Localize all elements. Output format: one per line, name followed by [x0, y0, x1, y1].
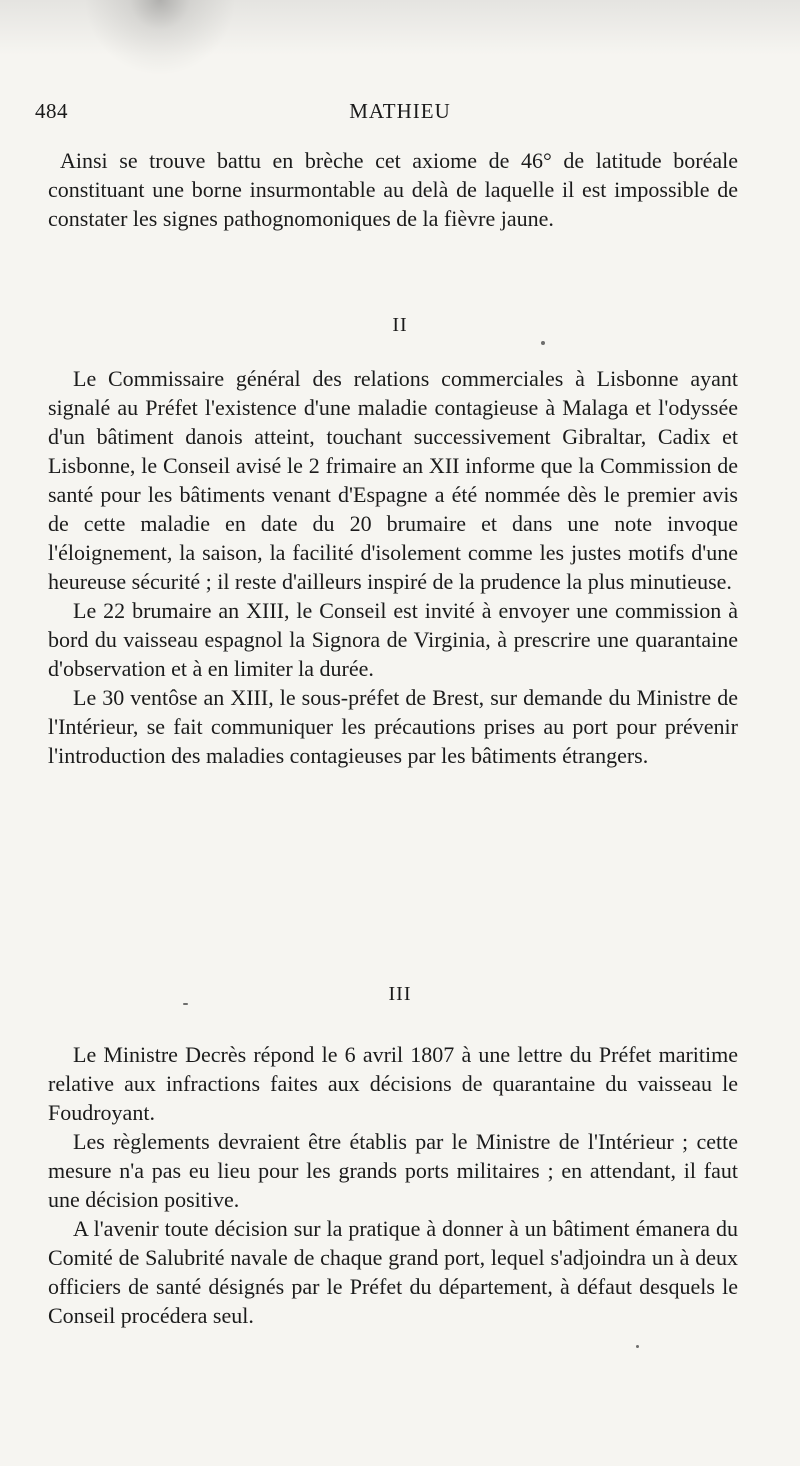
paragraph: A l'avenir toute décision sur la pratique à donner à un bâtiment émanera du Comité de Salubrité navale de chaque grand port, lequel s'adjoindra un à deux officiers de santé désignés par le Préfet du département, à défaut desquels le Conseil procédera seul. [48, 1216, 738, 1328]
running-head: MATHIEU [349, 99, 451, 123]
opening-block [48, 146, 738, 233]
paragraph: Les règlements devraient être établis par le Ministre de l'Intérieur ; cette mesure n'a pas eu lieu pour les grands ports militaires ; en attendant, il faut une décision positive. [48, 1129, 738, 1212]
paragraph: Le Commissaire général des relations commerciales à Lisbonne ayant signalé au Préfet l'existence d'une maladie contagieuse à Malaga et l'odyssée d'un bâtiment danois atteint, touchant successivement Gibraltar, Cadix et Lisbonne, le Conseil avisé le 2 frimaire an XII informe que la Commission de santé pour les bâtiments venant d'Espagne a été nommée dès le premier avis de cette maladie en date du 20 brumaire et dans une note invoque l'éloignement, la saison, la facilité d'isolement comme les justes motifs d'une heureuse sécurité ; il reste d'ailleurs inspiré de la prudence la plus minutieuse. [48, 366, 738, 594]
paragraph: Le 30 ventôse an XIII, le sous-préfet de Brest, sur demande du Ministre de l'Intérieur, se fait communiquer les précautions prises au port pour prévenir l'introduction des maladies contagieuses par les bâtiments étrangers. [48, 685, 738, 768]
page-header [0, 99, 800, 127]
paragraph: Le 22 brumaire an XIII, le Conseil est invité à envoyer une commission à bord du vaisseau espagnol la Signora de Virginia, à prescrire une quarantaine d'observation et à en limiter la durée. [48, 598, 738, 681]
section-heading-ii: II [392, 314, 408, 336]
ink-speck [541, 341, 545, 345]
ink-speck [636, 1345, 639, 1348]
ink-speck [183, 1003, 188, 1005]
section-iii-body [48, 1040, 738, 1330]
page-number: 484 [35, 99, 68, 123]
paragraph: Le Ministre Decrès répond le 6 avril 1807 à une lettre du Préfet maritime relative aux infractions faites aux décisions de quarantaine du vaisseau le Foudroyant. [48, 1042, 738, 1125]
section-heading-iii: III [388, 983, 412, 1005]
paragraph: Ainsi se trouve battu en brèche cet axiome de 46° de latitude boréale constituant une borne insurmontable au delà de laquelle il est impossible de constater les signes pathognomoniques de la fièvre jaune. [48, 148, 738, 231]
section-ii-body [48, 364, 738, 770]
